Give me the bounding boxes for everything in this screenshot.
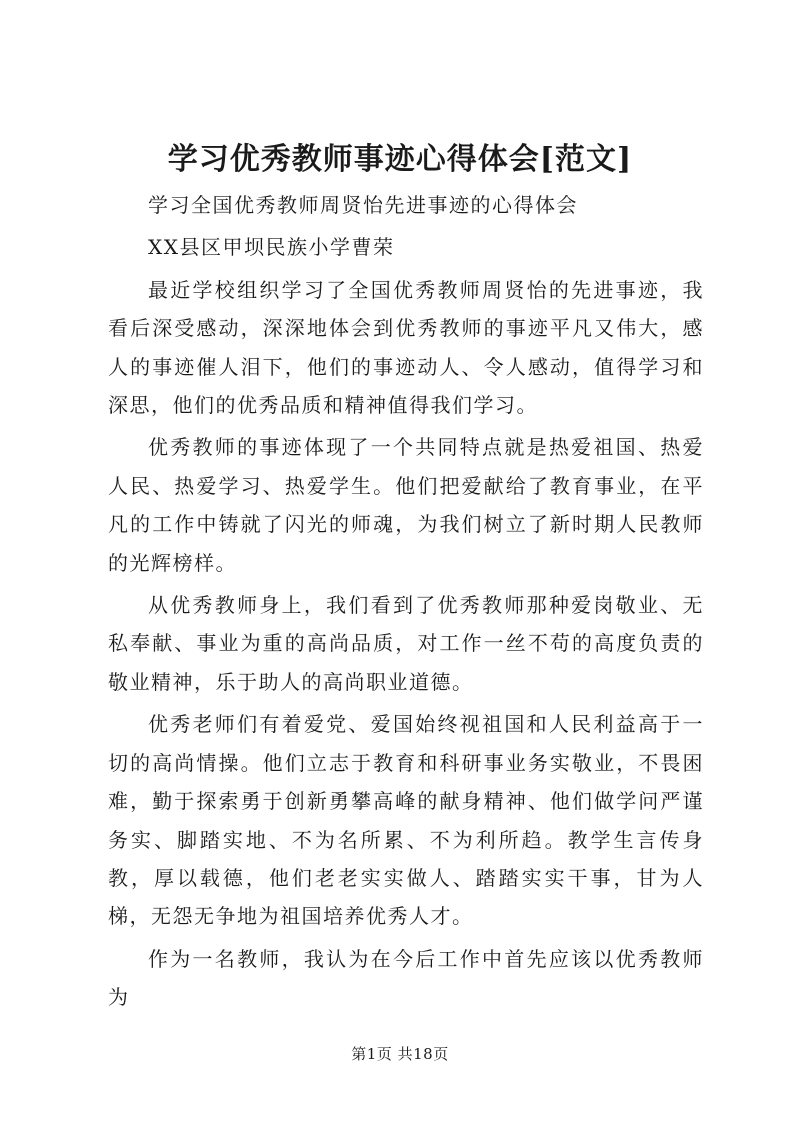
paragraph-author: XX县区甲坝民族小学曹荣 [148, 235, 395, 260]
paragraph: 优秀教师的事迹体现了一个共同特点就是热爱祖国、热爱人民、热爱学习、热爱学生。他们把爱献给了教育事业，在平凡的工作中铸就了闪光的师魂，为我们树立了新时期人民教师的光辉榜样。 [108, 435, 704, 575]
paragraph: 优秀老师们有着爱党、爱国始终视祖国和人民利益高于一切的高尚情操。他们立志于教育和科研事业务实敬业，不畏困难，勤于探索勇于创新勇攀高峰的献身精神、他们做学问严谨务实、脚踏实地、不为名所累、不为利所趋。教学生言传身教，厚以载德，他们老老实实做人、踏踏实实干事，甘为人梯，无怨无争地为祖国培养优秀人才。 [108, 712, 704, 929]
document-body [108, 186, 704, 1021]
page-number-footer: 第1页 共18页 [351, 1045, 449, 1063]
paragraph-subtitle: 学习全国优秀教师周贤怡先进事迹的心得体会 [148, 193, 578, 217]
document-title: 学习优秀教师事迹心得体会[范文] [167, 142, 633, 177]
paragraph: 从优秀教师身上，我们看到了优秀教师那种爱岗敬业、无私奉献、事业为重的高尚品质，对工作一丝不苟的高度负责的敬业精神，乐于助人的高尚职业道德。 [108, 593, 704, 694]
paragraph: 作为一名教师，我认为在今后工作中首先应该以优秀教师为 [108, 946, 704, 1010]
paragraph: 最近学校组织学习了全国优秀教师周贤怡的先进事迹，我看后深受感动，深深地体会到优秀教师的事迹平凡又伟大，感人的事迹催人泪下，他们的事迹动人、令人感动，值得学习和深思，他们的优秀品质和精神值得我们学习。 [108, 277, 704, 418]
